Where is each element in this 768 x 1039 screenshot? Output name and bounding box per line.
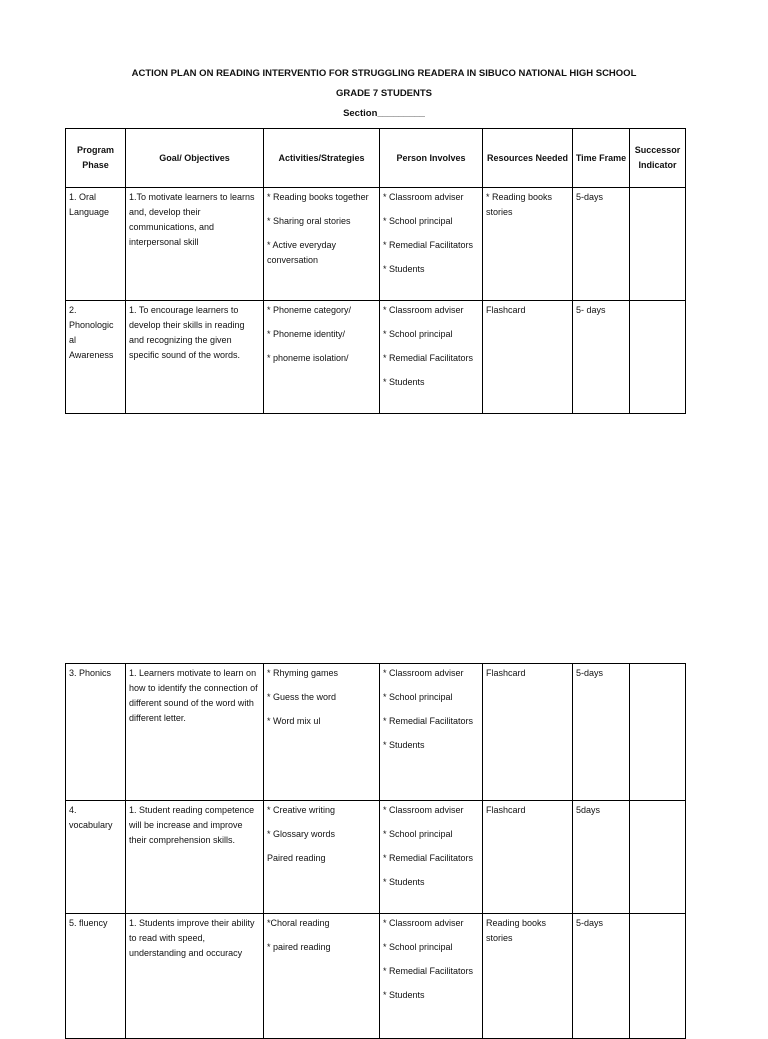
activity-item: * Rhyming games xyxy=(267,668,339,678)
header-goal-objectives: Goal/ Objectives xyxy=(126,129,264,188)
person-item: * School principal xyxy=(383,329,453,339)
header-resources-needed: Resources Needed xyxy=(483,129,573,188)
phase-cell: 3. Phonics xyxy=(66,664,126,801)
table-row xyxy=(66,801,686,914)
activities-cell xyxy=(264,914,380,1039)
goal-cell: 1. Student reading competence will be increase and improve their comprehension skills. xyxy=(126,801,264,914)
activity-item: Paired reading xyxy=(267,853,326,863)
indicator-cell xyxy=(630,664,686,801)
table-row xyxy=(66,301,686,414)
person-item: * Remedial Facilitators xyxy=(383,716,474,726)
indicator-cell xyxy=(630,188,686,301)
persons-cell xyxy=(380,188,483,301)
activities-cell xyxy=(264,188,380,301)
time-frame-cell: 5days xyxy=(573,801,630,914)
resources-cell: Reading books stories xyxy=(483,914,573,1039)
phase-cell: 1. Oral Language xyxy=(66,188,126,301)
person-item: * School principal xyxy=(383,942,453,952)
phase-cell: 4. vocabulary xyxy=(66,801,126,914)
person-item: * Classroom adviser xyxy=(383,805,464,815)
activity-item: * Phoneme identity/ xyxy=(267,329,346,339)
activity-item: * Active everyday conversation xyxy=(267,240,337,265)
goal-cell: 1. To encourage learners to develop their skills in reading and recognizing the given specific sound of the words. xyxy=(126,301,264,414)
persons-cell xyxy=(380,301,483,414)
person-item: * Remedial Facilitators xyxy=(383,353,474,363)
person-item: * School principal xyxy=(383,216,453,226)
indicator-cell xyxy=(630,801,686,914)
person-item: * School principal xyxy=(383,829,453,839)
person-item: * Remedial Facilitators xyxy=(383,853,474,863)
person-item: * Remedial Facilitators xyxy=(383,240,474,250)
header-time-frame: Time Frame xyxy=(573,129,630,188)
persons-cell xyxy=(380,801,483,914)
grade-subtitle: GRADE 7 STUDENTS xyxy=(335,88,433,99)
activity-item: * Reading books together xyxy=(267,192,369,202)
person-item: * Students xyxy=(383,990,425,1000)
person-item: * Students xyxy=(383,740,425,750)
action-plan-table-page1 xyxy=(65,128,686,414)
persons-cell xyxy=(380,664,483,801)
time-frame-cell: 5- days xyxy=(573,301,630,414)
time-frame-cell: 5-days xyxy=(573,914,630,1039)
person-item: * Students xyxy=(383,377,425,387)
table-row xyxy=(66,914,686,1039)
time-frame-cell: 5-days xyxy=(573,664,630,801)
person-item: * Remedial Facilitators xyxy=(383,966,474,976)
header-successor-indicator: Successor Indicator xyxy=(630,129,686,188)
table-header-row xyxy=(66,129,686,188)
resources-cell: Flashcard xyxy=(483,664,573,801)
header-program-phase: Program Phase xyxy=(66,129,126,188)
activity-item: * paired reading xyxy=(267,942,331,952)
person-item: * Students xyxy=(383,877,425,887)
person-item: * Classroom adviser xyxy=(383,192,464,202)
indicator-cell xyxy=(630,301,686,414)
activity-item: * Guess the word xyxy=(267,692,337,702)
activities-cell xyxy=(264,301,380,414)
person-item: * Classroom adviser xyxy=(383,305,464,315)
activity-item: * Sharing oral stories xyxy=(267,216,351,226)
time-frame-cell: 5-days xyxy=(573,188,630,301)
person-item: * Classroom adviser xyxy=(383,918,464,928)
table-row xyxy=(66,664,686,801)
header-person-involves: Person Involves xyxy=(380,129,483,188)
goal-cell: 1. Students improve their ability to read with speed, understanding and occuracy xyxy=(126,914,264,1039)
goal-cell: 1.To motivate learners to learns and, develop their communications, and interpersonal skill xyxy=(126,188,264,301)
activity-item: * Glossary words xyxy=(267,829,336,839)
resources-cell: * Reading books stories xyxy=(483,188,573,301)
resources-cell: Flashcard xyxy=(483,801,573,914)
person-item: * School principal xyxy=(383,692,453,702)
person-item: * Students xyxy=(383,264,425,274)
phase-cell: 2. Phonologic al Awareness xyxy=(66,301,126,414)
activity-item: * Creative writing xyxy=(267,805,336,815)
goal-cell: 1. Learners motivate to learn on how to identify the connection of different sound of the word with different letter. xyxy=(126,664,264,801)
activity-item: *Choral reading xyxy=(267,918,330,928)
action-plan-table-page2 xyxy=(65,663,686,1039)
person-item: * Classroom adviser xyxy=(383,668,464,678)
activities-cell xyxy=(264,664,380,801)
header-activities: Activities/Strategies xyxy=(264,129,380,188)
activity-item: * Phoneme category/ xyxy=(267,305,352,315)
section-line: Section_________ xyxy=(343,108,425,119)
persons-cell xyxy=(380,914,483,1039)
phase-cell: 5. fluency xyxy=(66,914,126,1039)
resources-cell: Flashcard xyxy=(483,301,573,414)
activity-item: * phoneme isolation/ xyxy=(267,353,349,363)
indicator-cell xyxy=(630,914,686,1039)
document-title: ACTION PLAN ON READING INTERVENTIO FOR STRUGGLING READERA IN SIBUCO NATIONAL HIGH SCHOOL xyxy=(131,68,637,79)
activity-item: * Word mix ul xyxy=(267,716,321,726)
activities-cell xyxy=(264,801,380,914)
table-row xyxy=(66,188,686,301)
